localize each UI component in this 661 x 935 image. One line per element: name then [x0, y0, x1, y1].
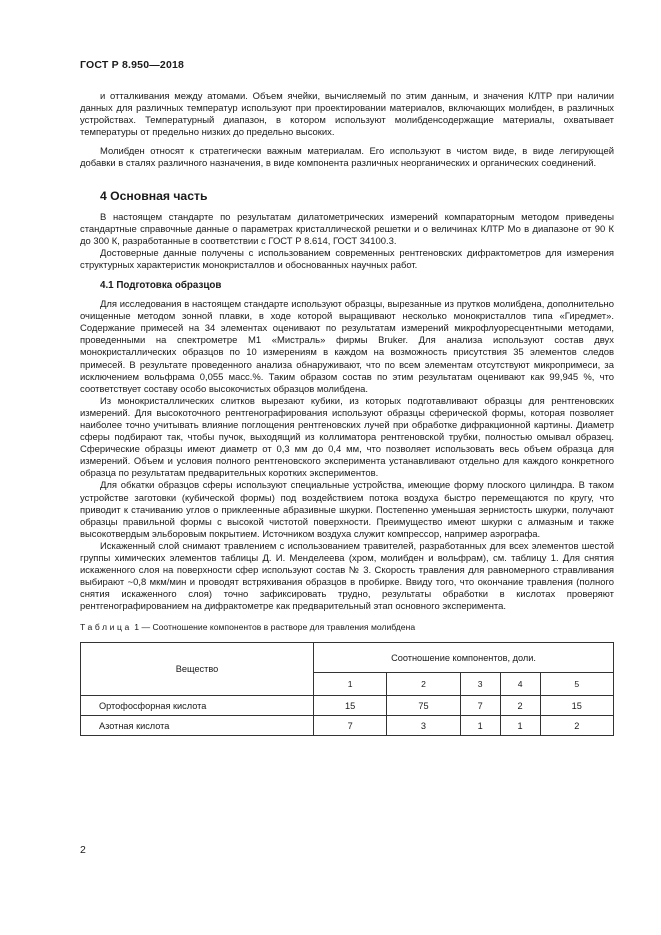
table-caption-text: 1 — Соотношение компонентов в растворе для травления молибдена	[131, 622, 416, 633]
substance-cell: Азотная кислота	[81, 716, 314, 736]
etchant-table	[80, 642, 614, 736]
substance-cell: Ортофосфорная кислота	[81, 696, 314, 716]
header-substance: Вещество	[81, 643, 314, 696]
value-cell: 7	[314, 716, 387, 736]
table-caption	[80, 621, 614, 633]
value-cell: 75	[387, 696, 460, 716]
subsection-heading: 4.1 Подготовка образцов	[100, 280, 222, 292]
value-cell: 15	[314, 696, 387, 716]
value-cell: 1	[500, 716, 540, 736]
header-col-4: 4	[500, 673, 540, 696]
table-row	[81, 696, 614, 716]
header-col-1: 1	[314, 673, 387, 696]
value-cell: 2	[500, 696, 540, 716]
paragraph: Для обкатки образцов сферы используют специальные устройства, имеющие форму плоского цилиндра. В таком устройстве заготовки (кубической формы) под воздействием потока воздуха быстро перемещаются по кругу, что приводит к стачиванию углов о приклеенные абразивные шкурки. Постепенно уменьшая зернистость шкурки, получают образцы правильной формы с высокой чистотой поверхности. Преимущество имеют шкурки с алмазным и также высокотвердым эльборовым покрытием. Источником воздуха служит компрессор, например аэрографа.	[80, 480, 614, 540]
table-row	[81, 716, 614, 736]
value-cell: 1	[460, 716, 500, 736]
paragraph: Для исследования в настоящем стандарте используют образцы, вырезанные из прутков молибдена, дополнительно очищенные методом зонной плавки, в ходе которой выращивают несколько монокристаллов типа «Гиредмет». Содержание примесей на 34 элементах оценивают по результатам измерений микрофлуоресцентными методами, проведенными на спектрометре М1 «Мистраль» фирмы Bruker. Для анализа используют состав двух монокристаллических образцов по 10 измерениям в каждом на возможность присутствия 35 элементов следов примесей. В результате проведенного анализа обнаруживают, что по всем элементам отсутствуют микропримеси, за исключением вольфрама 0,055 масс.%. Таким образом состав по этим результатам оценивают как 99,945 %, что соответствует составу особо высокочистых образцов молибдена.	[80, 299, 614, 395]
paragraph: Искаженный слой снимают травлением с использованием травителей, разработанных для всех элементов шестой группы химических элементов таблицы Д. И. Менделеева (хром, молибден и вольфрам), см. таблицу 1. Для снятия искаженного слоя на поверхности сфер используют состав № 3. Скорость травления для равномерного стравливания выбирают ~0,8 мкм/мин и проводят встряхивания образцов в пробирке. Ввиду того, что окончание травления (полного снятия искаженного слоя) точно зафиксировать трудно, результаты обработки в кислотах проверяют рентгенографированием на дифрактометре как предварительный этап основного эксперимента.	[80, 540, 614, 613]
table-caption-word: Таблица	[80, 622, 132, 633]
page-content	[80, 91, 614, 736]
paragraph: и отталкивания между атомами. Объем ячейки, вычисляемый по этим данным, и значения КЛТР при наличии данных для различных температур используют при проектировании материалов, включающих молибден, в различных устройствах. Температурный диапазон, в котором используют молибденсодержащие материалы, охватывает температуры от предельно низких до предельно высоких.	[80, 91, 614, 139]
value-cell: 7	[460, 696, 500, 716]
standard-number: ГОСТ Р 8.950—2018	[80, 59, 185, 71]
paragraph: В настоящем стандарте по результатам дилатометрических измерений компараторным методом приведены стандартные справочные данные о параметрах кристаллической решетки и о величинах КЛТР Мо в диапазоне от 90 К до 300 К, разработанные в соответствии с ГОСТ Р 8.614, ГОСТ 34100.3.	[80, 211, 614, 247]
value-cell: 15	[540, 696, 613, 716]
paragraph: Из монокристаллических слитков вырезают кубики, из которых подготавливают образцы для рентгеновских измерений. Для высокоточного рентгенографирования используют образцы сферической формы, которая позволяет наиболее точно учитывать влияние поглощения рентгеновских лучей при обработке дифракционной картины. Диаметр сферы подбирают так, чтобы пучок, выходящий из коллиматора рентгеновской трубки, полностью омывал образец. Сферические образцы имеют диаметр от 0,3 мм до 0,4 мм, что позволяет использовать весь объем образца для измерений. Объем и условия полного рентгеновского эксперимента устанавливают отдельно для каждого конкретного образца по результатам предварительных коротких экспериментов.	[80, 395, 614, 480]
header-ratio: Соотношение компонентов, доли.	[314, 643, 614, 673]
header-col-5: 5	[540, 673, 613, 696]
paragraph: Достоверные данные получены с использованием современных рентгеновских дифрактометров для измерения структурных характеристик монокристаллов и обоснованных научных работ.	[80, 247, 614, 271]
paragraph: Молибден относят к стратегически важным материалам. Его используют в чистом виде, в виде легирующей добавки в сталях различного назначения, в виде компонента различных неорганических и органических соединений.	[80, 146, 614, 170]
value-cell: 3	[387, 716, 460, 736]
page-number: 2	[80, 844, 86, 856]
header-col-3: 3	[460, 673, 500, 696]
value-cell: 2	[540, 716, 613, 736]
section-heading: 4 Основная часть	[100, 188, 208, 203]
header-col-2: 2	[387, 673, 460, 696]
